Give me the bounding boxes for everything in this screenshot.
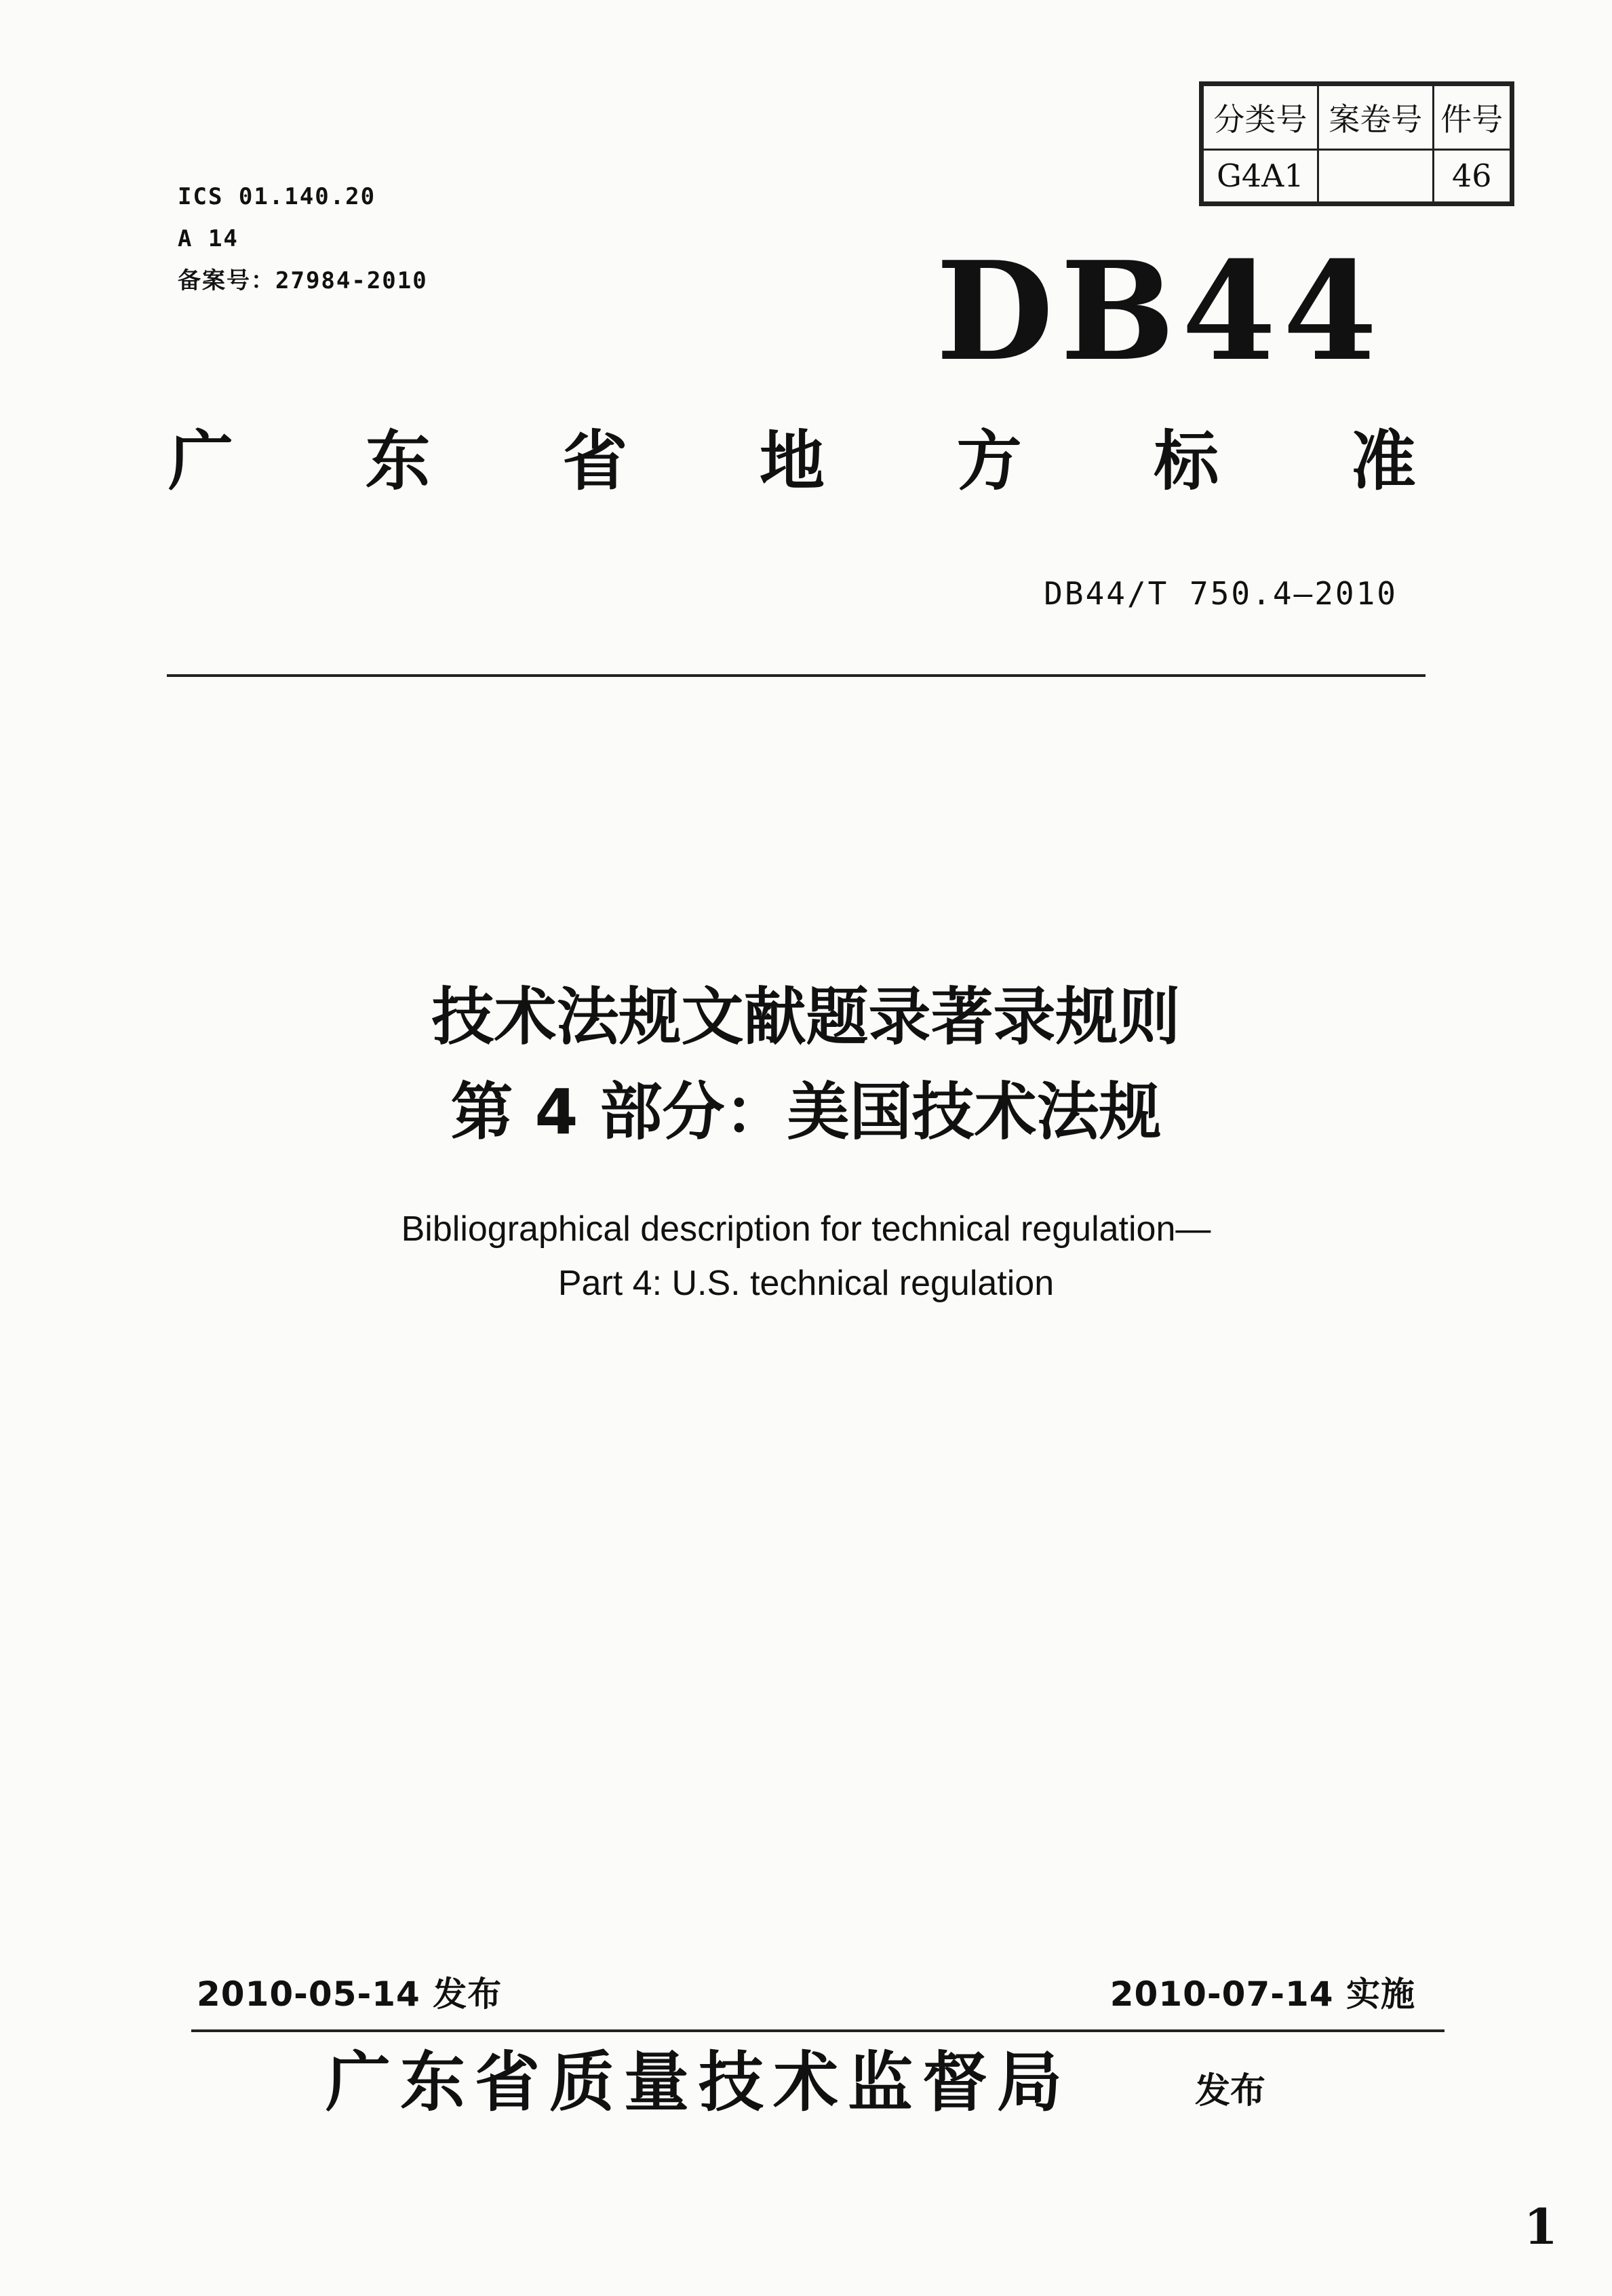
standard-type-char: 省 [562,423,628,499]
stamp-value-category: G4A1 [1203,149,1318,202]
top-divider [167,674,1426,677]
publisher-suffix: 发布 [1195,2071,1266,2112]
ccs-code: A 14 [178,225,239,252]
standard-type-char: 标 [1154,423,1219,499]
standard-number: DB44/T 750.4—2010 [1044,575,1398,612]
archive-stamp [1199,81,1514,206]
stamp-header-category: 分类号 [1203,85,1318,150]
standard-code: DB44 [936,232,1384,391]
standard-type-char: 东 [365,423,431,499]
record-number: 备案号：27984-2010 [178,267,428,294]
page-number: 1 [1523,2198,1558,2255]
implement-date: 2010-07-14 实施 [1109,1974,1415,2014]
stamp-value-file [1318,149,1433,202]
issue-date: 2010-05-14 发布 [197,1974,503,2014]
title-en-line1: Bibliographical description for technical regulation— [401,1209,1211,1249]
publisher-name: 广东省质量技术监督局 [326,2044,1072,2120]
standard-type-char: 方 [956,423,1022,499]
standard-type-char: 地 [759,423,825,499]
bottom-divider [191,2029,1444,2032]
title-en-line2: Part 4: U.S. technical regulation [557,1264,1055,1303]
standard-type [168,421,1416,502]
stamp-header-file: 案卷号 [1318,85,1433,150]
title-cn-line2: 第 4 部分：美国技术法规 [450,1076,1162,1148]
title-cn-line1: 技术法规文献题录著录规则 [431,981,1181,1053]
stamp-value-item: 46 [1433,149,1510,202]
stamp-header-item: 件号 [1433,85,1510,150]
standard-type-char: 准 [1350,423,1416,499]
ics-code: ICS 01.140.20 [178,183,376,210]
standard-type-char: 广 [168,423,233,499]
